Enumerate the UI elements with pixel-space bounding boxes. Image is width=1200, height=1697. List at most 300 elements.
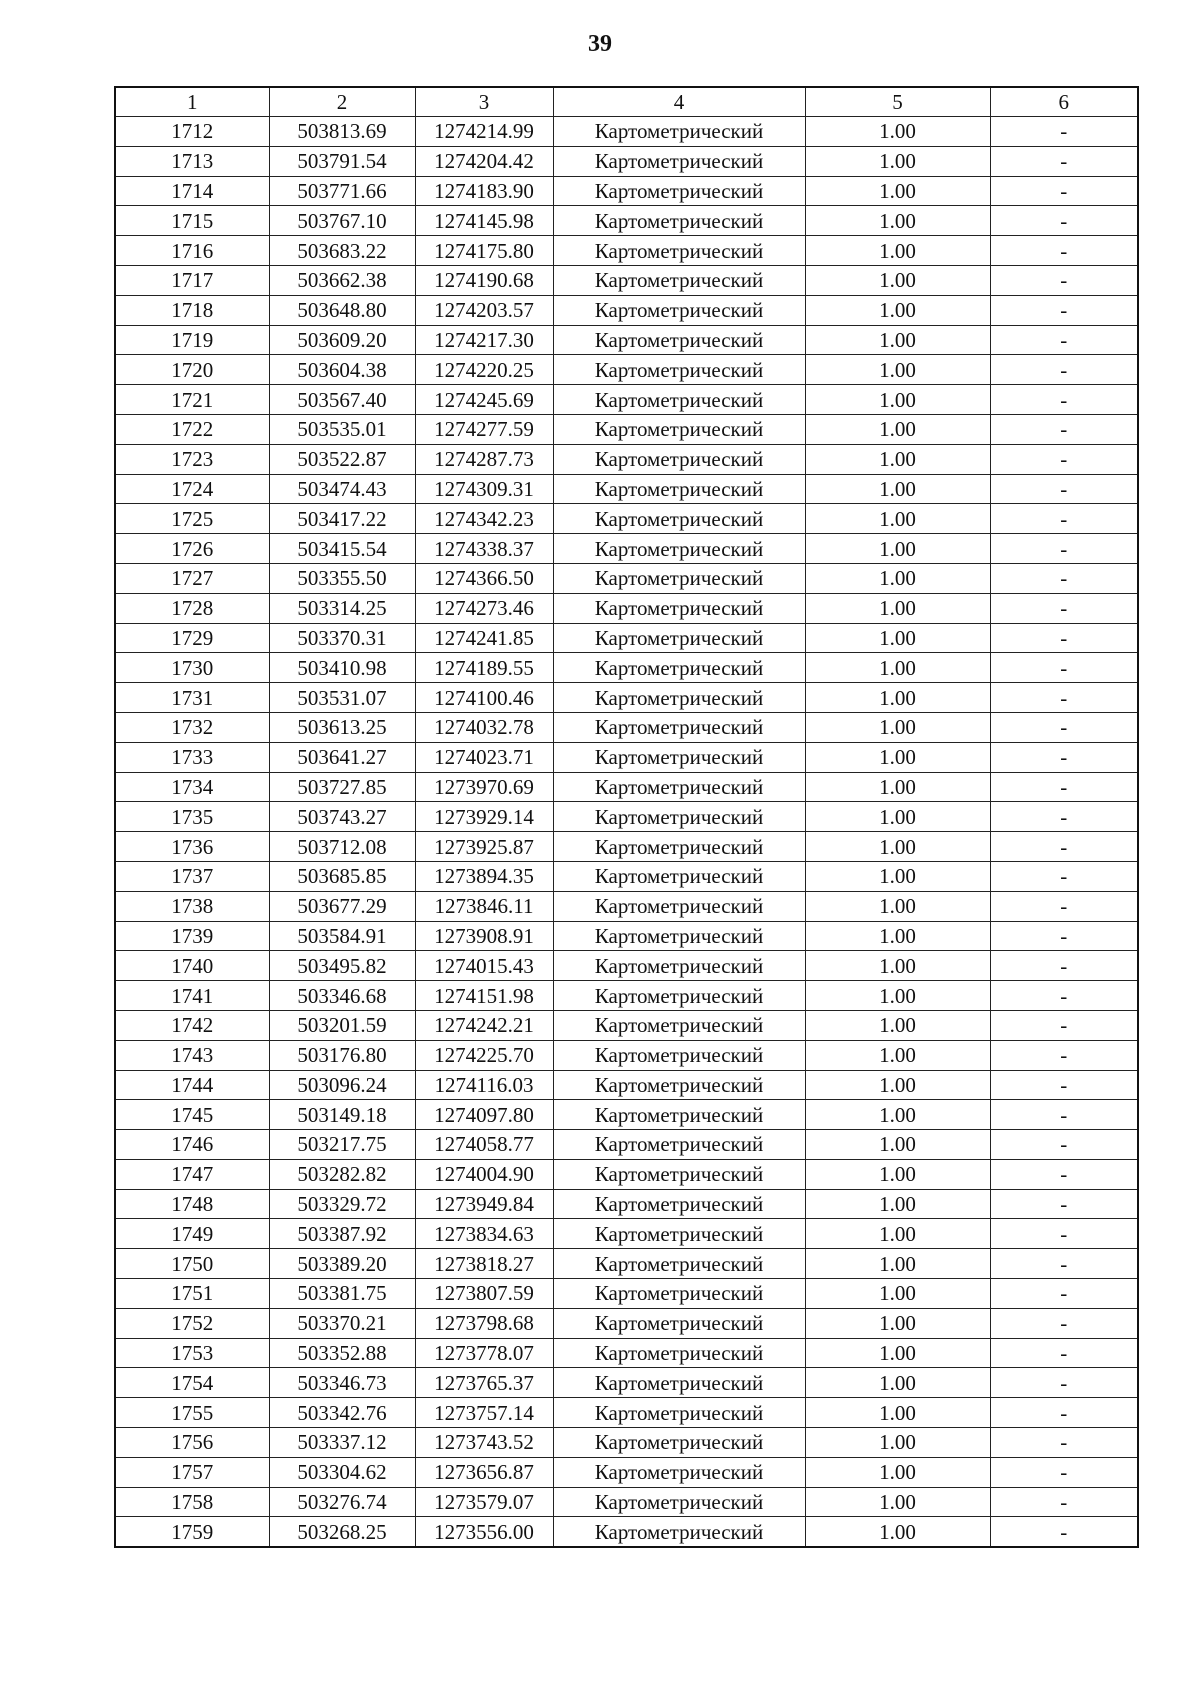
table-row	[115, 772, 1138, 802]
y-coordinate-cell: 1274214.99	[415, 117, 553, 147]
accuracy-cell: 1.00	[805, 1159, 990, 1189]
method-cell: Картометрический	[553, 236, 805, 266]
table-body	[115, 117, 1138, 1548]
point-number-cell: 1752	[115, 1308, 269, 1338]
accuracy-cell: 1.00	[805, 1487, 990, 1517]
accuracy-cell: 1.00	[805, 176, 990, 206]
coordinates-table	[114, 86, 1139, 1548]
point-number-cell: 1753	[115, 1338, 269, 1368]
table-header	[115, 87, 1138, 117]
accuracy-cell: 1.00	[805, 1100, 990, 1130]
x-coordinate-cell: 503337.12	[269, 1428, 415, 1458]
y-coordinate-cell: 1273908.91	[415, 921, 553, 951]
method-cell: Картометрический	[553, 832, 805, 862]
point-number-cell: 1727	[115, 563, 269, 593]
y-coordinate-cell: 1274225.70	[415, 1040, 553, 1070]
x-coordinate-cell: 503791.54	[269, 146, 415, 176]
point-number-cell: 1712	[115, 117, 269, 147]
point-number-cell: 1735	[115, 802, 269, 832]
y-coordinate-cell: 1274338.37	[415, 534, 553, 564]
y-coordinate-cell: 1273765.37	[415, 1368, 553, 1398]
x-coordinate-cell: 503567.40	[269, 385, 415, 415]
method-cell: Картометрический	[553, 355, 805, 385]
table-row	[115, 385, 1138, 415]
point-number-cell: 1746	[115, 1130, 269, 1160]
x-coordinate-cell: 503387.92	[269, 1219, 415, 1249]
description-cell: -	[990, 1487, 1138, 1517]
x-coordinate-cell: 503304.62	[269, 1457, 415, 1487]
description-cell: -	[990, 1428, 1138, 1458]
x-coordinate-cell: 503381.75	[269, 1279, 415, 1309]
method-cell: Картометрический	[553, 146, 805, 176]
y-coordinate-cell: 1274175.80	[415, 236, 553, 266]
description-cell: -	[990, 1338, 1138, 1368]
x-coordinate-cell: 503495.82	[269, 951, 415, 981]
point-number-cell: 1740	[115, 951, 269, 981]
description-cell: -	[990, 712, 1138, 742]
accuracy-cell: 1.00	[805, 891, 990, 921]
point-number-cell: 1758	[115, 1487, 269, 1517]
y-coordinate-cell: 1274242.21	[415, 1010, 553, 1040]
method-cell: Картометрический	[553, 802, 805, 832]
point-number-cell: 1751	[115, 1279, 269, 1309]
y-coordinate-cell: 1273579.07	[415, 1487, 553, 1517]
description-cell: -	[990, 444, 1138, 474]
method-cell: Картометрический	[553, 295, 805, 325]
table-row	[115, 295, 1138, 325]
point-number-cell: 1756	[115, 1428, 269, 1458]
table-row	[115, 951, 1138, 981]
x-coordinate-cell: 503370.31	[269, 623, 415, 653]
x-coordinate-cell: 503346.68	[269, 981, 415, 1011]
x-coordinate-cell: 503217.75	[269, 1130, 415, 1160]
description-cell: -	[990, 355, 1138, 385]
accuracy-cell: 1.00	[805, 1308, 990, 1338]
accuracy-cell: 1.00	[805, 1368, 990, 1398]
point-number-cell: 1721	[115, 385, 269, 415]
y-coordinate-cell: 1273925.87	[415, 832, 553, 862]
table-row	[115, 176, 1138, 206]
method-cell: Картометрический	[553, 1368, 805, 1398]
description-cell: -	[990, 1040, 1138, 1070]
method-cell: Картометрический	[553, 206, 805, 236]
accuracy-cell: 1.00	[805, 951, 990, 981]
table-row	[115, 1428, 1138, 1458]
table-row	[115, 355, 1138, 385]
table-row	[115, 1189, 1138, 1219]
table-row	[115, 653, 1138, 683]
description-cell: -	[990, 176, 1138, 206]
point-number-cell: 1713	[115, 146, 269, 176]
point-number-cell: 1747	[115, 1159, 269, 1189]
x-coordinate-cell: 503149.18	[269, 1100, 415, 1130]
y-coordinate-cell: 1274004.90	[415, 1159, 553, 1189]
x-coordinate-cell: 503352.88	[269, 1338, 415, 1368]
y-coordinate-cell: 1273656.87	[415, 1457, 553, 1487]
y-coordinate-cell: 1273929.14	[415, 802, 553, 832]
description-cell: -	[990, 1368, 1138, 1398]
accuracy-cell: 1.00	[805, 117, 990, 147]
description-cell: -	[990, 325, 1138, 355]
point-number-cell: 1725	[115, 504, 269, 534]
accuracy-cell: 1.00	[805, 236, 990, 266]
accuracy-cell: 1.00	[805, 265, 990, 295]
accuracy-cell: 1.00	[805, 444, 990, 474]
x-coordinate-cell: 503683.22	[269, 236, 415, 266]
point-number-cell: 1715	[115, 206, 269, 236]
table-row	[115, 623, 1138, 653]
method-cell: Картометрический	[553, 891, 805, 921]
table-row	[115, 1368, 1138, 1398]
method-cell: Картометрический	[553, 653, 805, 683]
table-row	[115, 1159, 1138, 1189]
point-number-cell: 1720	[115, 355, 269, 385]
point-number-cell: 1718	[115, 295, 269, 325]
y-coordinate-cell: 1274277.59	[415, 414, 553, 444]
table-row	[115, 325, 1138, 355]
accuracy-cell: 1.00	[805, 504, 990, 534]
table-row	[115, 921, 1138, 951]
y-coordinate-cell: 1274190.68	[415, 265, 553, 295]
description-cell: -	[990, 861, 1138, 891]
description-cell: -	[990, 683, 1138, 713]
table-row	[115, 504, 1138, 534]
description-cell: -	[990, 385, 1138, 415]
accuracy-cell: 1.00	[805, 295, 990, 325]
column-header-1: 1	[115, 87, 269, 117]
y-coordinate-cell: 1273818.27	[415, 1249, 553, 1279]
table-row	[115, 236, 1138, 266]
description-cell: -	[990, 623, 1138, 653]
y-coordinate-cell: 1274204.42	[415, 146, 553, 176]
x-coordinate-cell: 503604.38	[269, 355, 415, 385]
method-cell: Картометрический	[553, 1487, 805, 1517]
point-number-cell: 1743	[115, 1040, 269, 1070]
point-number-cell: 1739	[115, 921, 269, 951]
y-coordinate-cell: 1274189.55	[415, 653, 553, 683]
accuracy-cell: 1.00	[805, 1219, 990, 1249]
y-coordinate-cell: 1273894.35	[415, 861, 553, 891]
method-cell: Картометрический	[553, 1398, 805, 1428]
y-coordinate-cell: 1273798.68	[415, 1308, 553, 1338]
accuracy-cell: 1.00	[805, 772, 990, 802]
point-number-cell: 1737	[115, 861, 269, 891]
column-header-5: 5	[805, 87, 990, 117]
accuracy-cell: 1.00	[805, 742, 990, 772]
accuracy-cell: 1.00	[805, 385, 990, 415]
table-row	[115, 1130, 1138, 1160]
accuracy-cell: 1.00	[805, 1517, 990, 1547]
y-coordinate-cell: 1273846.11	[415, 891, 553, 921]
method-cell: Картометрический	[553, 504, 805, 534]
table-row	[115, 1487, 1138, 1517]
accuracy-cell: 1.00	[805, 861, 990, 891]
accuracy-cell: 1.00	[805, 653, 990, 683]
x-coordinate-cell: 503522.87	[269, 444, 415, 474]
table-row	[115, 414, 1138, 444]
table-row	[115, 1517, 1138, 1547]
description-cell: -	[990, 1100, 1138, 1130]
point-number-cell: 1719	[115, 325, 269, 355]
point-number-cell: 1736	[115, 832, 269, 862]
method-cell: Картометрический	[553, 385, 805, 415]
description-cell: -	[990, 414, 1138, 444]
point-number-cell: 1722	[115, 414, 269, 444]
y-coordinate-cell: 1274151.98	[415, 981, 553, 1011]
accuracy-cell: 1.00	[805, 1130, 990, 1160]
table-row	[115, 1457, 1138, 1487]
y-coordinate-cell: 1274309.31	[415, 474, 553, 504]
table-row	[115, 802, 1138, 832]
description-cell: -	[990, 891, 1138, 921]
column-header-3: 3	[415, 87, 553, 117]
method-cell: Картометрический	[553, 1457, 805, 1487]
y-coordinate-cell: 1273970.69	[415, 772, 553, 802]
method-cell: Картометрический	[553, 593, 805, 623]
method-cell: Картометрический	[553, 1010, 805, 1040]
point-number-cell: 1744	[115, 1070, 269, 1100]
accuracy-cell: 1.00	[805, 325, 990, 355]
method-cell: Картометрический	[553, 563, 805, 593]
y-coordinate-cell: 1274287.73	[415, 444, 553, 474]
table-row	[115, 1219, 1138, 1249]
description-cell: -	[990, 1189, 1138, 1219]
method-cell: Картометрический	[553, 772, 805, 802]
accuracy-cell: 1.00	[805, 1040, 990, 1070]
description-cell: -	[990, 653, 1138, 683]
y-coordinate-cell: 1274366.50	[415, 563, 553, 593]
description-cell: -	[990, 1010, 1138, 1040]
point-number-cell: 1729	[115, 623, 269, 653]
x-coordinate-cell: 503535.01	[269, 414, 415, 444]
x-coordinate-cell: 503474.43	[269, 474, 415, 504]
y-coordinate-cell: 1274273.46	[415, 593, 553, 623]
y-coordinate-cell: 1274203.57	[415, 295, 553, 325]
x-coordinate-cell: 503268.25	[269, 1517, 415, 1547]
y-coordinate-cell: 1274145.98	[415, 206, 553, 236]
accuracy-cell: 1.00	[805, 1457, 990, 1487]
x-coordinate-cell: 503389.20	[269, 1249, 415, 1279]
table-row	[115, 117, 1138, 147]
description-cell: -	[990, 802, 1138, 832]
y-coordinate-cell: 1274241.85	[415, 623, 553, 653]
method-cell: Картометрический	[553, 1040, 805, 1070]
accuracy-cell: 1.00	[805, 1189, 990, 1219]
description-cell: -	[990, 265, 1138, 295]
description-cell: -	[990, 772, 1138, 802]
accuracy-cell: 1.00	[805, 1398, 990, 1428]
description-cell: -	[990, 1517, 1138, 1547]
accuracy-cell: 1.00	[805, 593, 990, 623]
table-row	[115, 742, 1138, 772]
description-cell: -	[990, 921, 1138, 951]
point-number-cell: 1731	[115, 683, 269, 713]
table-row	[115, 265, 1138, 295]
x-coordinate-cell: 503410.98	[269, 653, 415, 683]
point-number-cell: 1726	[115, 534, 269, 564]
method-cell: Картометрический	[553, 921, 805, 951]
accuracy-cell: 1.00	[805, 683, 990, 713]
x-coordinate-cell: 503417.22	[269, 504, 415, 534]
y-coordinate-cell: 1273949.84	[415, 1189, 553, 1219]
method-cell: Картометрический	[553, 623, 805, 653]
description-cell: -	[990, 1130, 1138, 1160]
point-number-cell: 1738	[115, 891, 269, 921]
column-header-6: 6	[990, 87, 1138, 117]
x-coordinate-cell: 503613.25	[269, 712, 415, 742]
method-cell: Картометрический	[553, 742, 805, 772]
method-cell: Картометрический	[553, 1100, 805, 1130]
table-row	[115, 1398, 1138, 1428]
point-number-cell: 1757	[115, 1457, 269, 1487]
method-cell: Картометрический	[553, 444, 805, 474]
y-coordinate-cell: 1273757.14	[415, 1398, 553, 1428]
method-cell: Картометрический	[553, 683, 805, 713]
point-number-cell: 1717	[115, 265, 269, 295]
description-cell: -	[990, 504, 1138, 534]
column-header-4: 4	[553, 87, 805, 117]
accuracy-cell: 1.00	[805, 981, 990, 1011]
method-cell: Картометрический	[553, 1249, 805, 1279]
point-number-cell: 1754	[115, 1368, 269, 1398]
x-coordinate-cell: 503176.80	[269, 1040, 415, 1070]
table-row	[115, 563, 1138, 593]
description-cell: -	[990, 146, 1138, 176]
description-cell: -	[990, 1219, 1138, 1249]
table-row	[115, 1249, 1138, 1279]
accuracy-cell: 1.00	[805, 355, 990, 385]
accuracy-cell: 1.00	[805, 563, 990, 593]
method-cell: Картометрический	[553, 951, 805, 981]
method-cell: Картометрический	[553, 1428, 805, 1458]
x-coordinate-cell: 503370.21	[269, 1308, 415, 1338]
description-cell: -	[990, 117, 1138, 147]
point-number-cell: 1750	[115, 1249, 269, 1279]
method-cell: Картометрический	[553, 534, 805, 564]
table-row	[115, 1010, 1138, 1040]
point-number-cell: 1749	[115, 1219, 269, 1249]
description-cell: -	[990, 295, 1138, 325]
table-row	[115, 534, 1138, 564]
method-cell: Картометрический	[553, 414, 805, 444]
accuracy-cell: 1.00	[805, 1279, 990, 1309]
accuracy-cell: 1.00	[805, 921, 990, 951]
accuracy-cell: 1.00	[805, 146, 990, 176]
x-coordinate-cell: 503648.80	[269, 295, 415, 325]
point-number-cell: 1748	[115, 1189, 269, 1219]
y-coordinate-cell: 1274217.30	[415, 325, 553, 355]
point-number-cell: 1730	[115, 653, 269, 683]
y-coordinate-cell: 1273807.59	[415, 1279, 553, 1309]
accuracy-cell: 1.00	[805, 1010, 990, 1040]
method-cell: Картометрический	[553, 1279, 805, 1309]
accuracy-cell: 1.00	[805, 832, 990, 862]
description-cell: -	[990, 563, 1138, 593]
accuracy-cell: 1.00	[805, 1338, 990, 1368]
table-row	[115, 1308, 1138, 1338]
accuracy-cell: 1.00	[805, 712, 990, 742]
y-coordinate-cell: 1274100.46	[415, 683, 553, 713]
description-cell: -	[990, 1457, 1138, 1487]
accuracy-cell: 1.00	[805, 802, 990, 832]
x-coordinate-cell: 503096.24	[269, 1070, 415, 1100]
point-number-cell: 1742	[115, 1010, 269, 1040]
x-coordinate-cell: 503767.10	[269, 206, 415, 236]
y-coordinate-cell: 1274015.43	[415, 951, 553, 981]
description-cell: -	[990, 1308, 1138, 1338]
table-row	[115, 1040, 1138, 1070]
page-number: 39	[588, 31, 612, 57]
description-cell: -	[990, 1249, 1138, 1279]
method-cell: Картометрический	[553, 1219, 805, 1249]
method-cell: Картометрический	[553, 176, 805, 206]
description-cell: -	[990, 206, 1138, 236]
method-cell: Картометрический	[553, 117, 805, 147]
point-number-cell: 1745	[115, 1100, 269, 1130]
accuracy-cell: 1.00	[805, 414, 990, 444]
x-coordinate-cell: 503813.69	[269, 117, 415, 147]
table-row	[115, 444, 1138, 474]
point-number-cell: 1716	[115, 236, 269, 266]
table-row	[115, 683, 1138, 713]
description-cell: -	[990, 1279, 1138, 1309]
table-row	[115, 593, 1138, 623]
method-cell: Картометрический	[553, 474, 805, 504]
method-cell: Картометрический	[553, 1130, 805, 1160]
y-coordinate-cell: 1274032.78	[415, 712, 553, 742]
method-cell: Картометрический	[553, 1159, 805, 1189]
table-row	[115, 1100, 1138, 1130]
point-number-cell: 1732	[115, 712, 269, 742]
description-cell: -	[990, 534, 1138, 564]
x-coordinate-cell: 503201.59	[269, 1010, 415, 1040]
table-row	[115, 861, 1138, 891]
point-number-cell: 1759	[115, 1517, 269, 1547]
accuracy-cell: 1.00	[805, 1428, 990, 1458]
y-coordinate-cell: 1274023.71	[415, 742, 553, 772]
point-number-cell: 1724	[115, 474, 269, 504]
method-cell: Картометрический	[553, 981, 805, 1011]
method-cell: Картометрический	[553, 1338, 805, 1368]
description-cell: -	[990, 742, 1138, 772]
x-coordinate-cell: 503282.82	[269, 1159, 415, 1189]
description-cell: -	[990, 981, 1138, 1011]
y-coordinate-cell: 1273778.07	[415, 1338, 553, 1368]
table-row	[115, 1070, 1138, 1100]
description-cell: -	[990, 1070, 1138, 1100]
x-coordinate-cell: 503662.38	[269, 265, 415, 295]
description-cell: -	[990, 1398, 1138, 1428]
x-coordinate-cell: 503685.85	[269, 861, 415, 891]
description-cell: -	[990, 236, 1138, 266]
y-coordinate-cell: 1274245.69	[415, 385, 553, 415]
point-number-cell: 1734	[115, 772, 269, 802]
header-row	[115, 87, 1138, 117]
x-coordinate-cell: 503677.29	[269, 891, 415, 921]
method-cell: Картометрический	[553, 1189, 805, 1219]
x-coordinate-cell: 503329.72	[269, 1189, 415, 1219]
description-cell: -	[990, 832, 1138, 862]
x-coordinate-cell: 503346.73	[269, 1368, 415, 1398]
description-cell: -	[990, 1159, 1138, 1189]
table-row	[115, 712, 1138, 742]
point-number-cell: 1723	[115, 444, 269, 474]
x-coordinate-cell: 503609.20	[269, 325, 415, 355]
x-coordinate-cell: 503641.27	[269, 742, 415, 772]
x-coordinate-cell: 503355.50	[269, 563, 415, 593]
x-coordinate-cell: 503743.27	[269, 802, 415, 832]
y-coordinate-cell: 1273556.00	[415, 1517, 553, 1547]
